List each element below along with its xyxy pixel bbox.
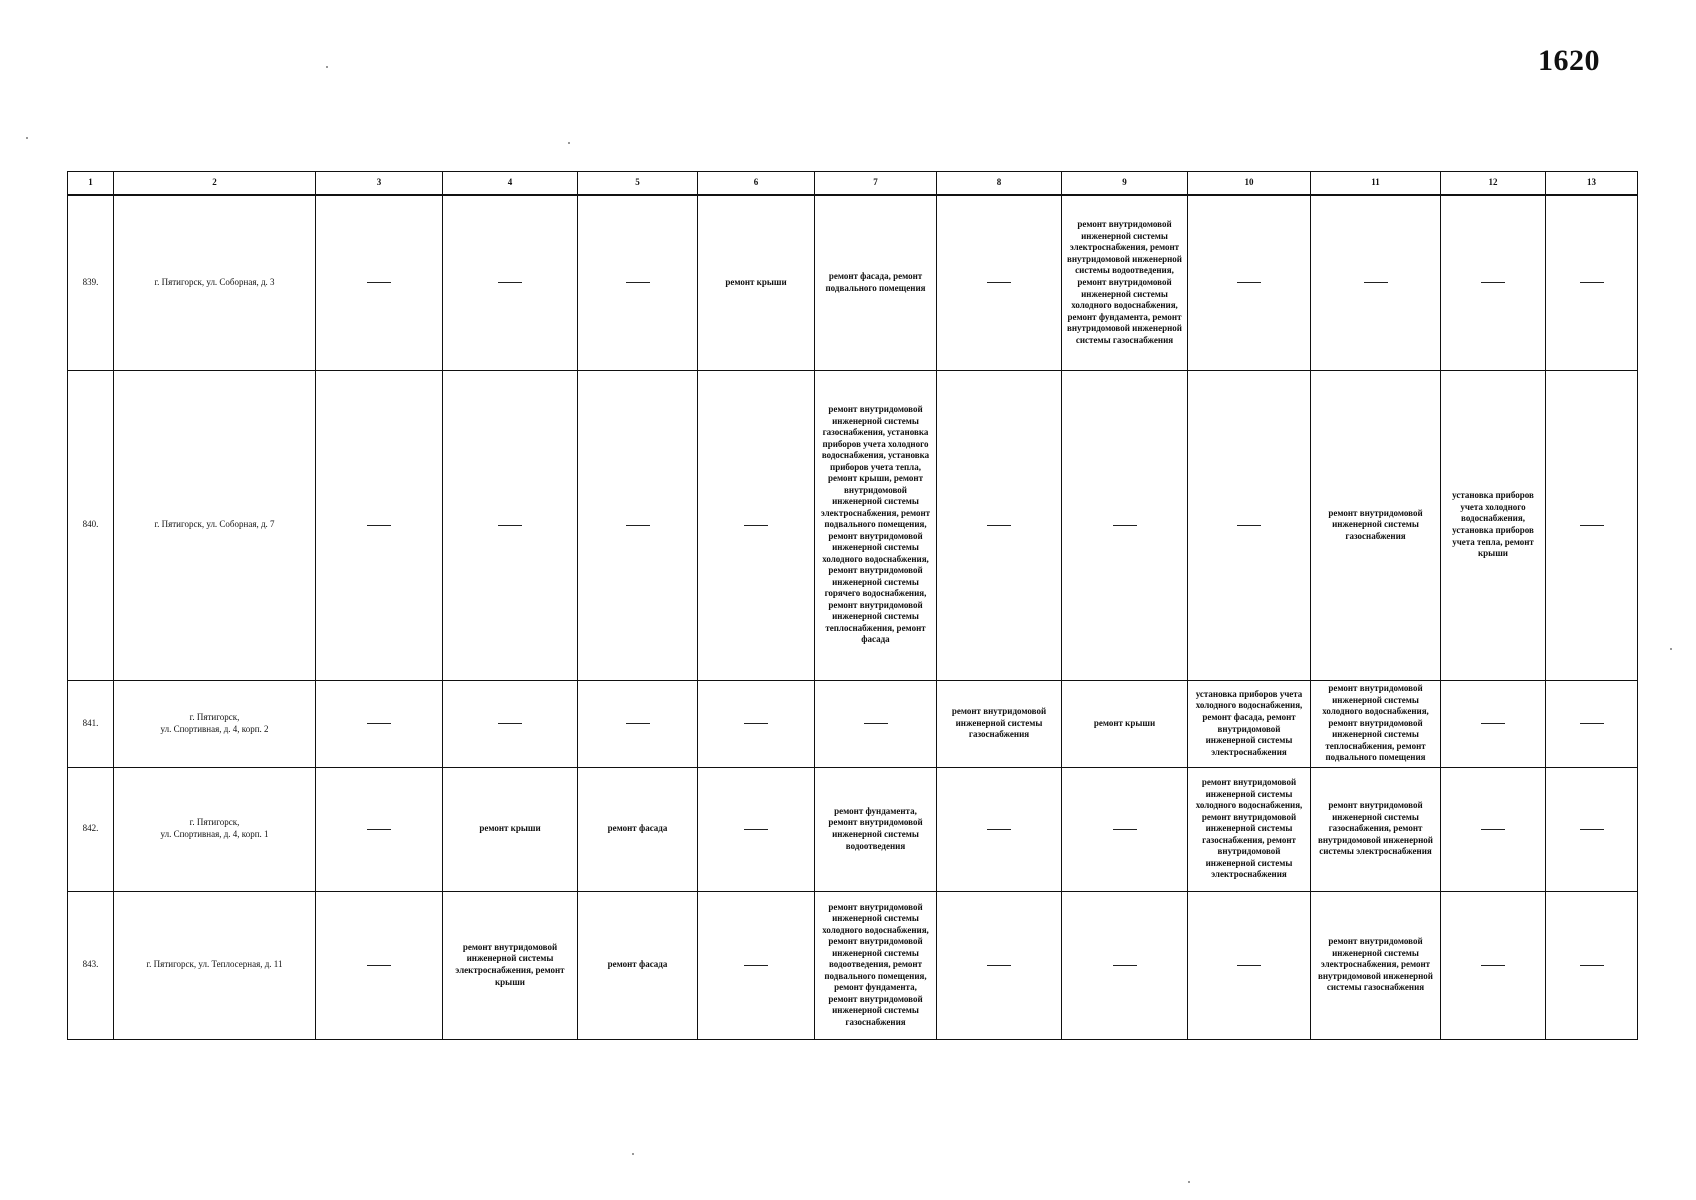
page-number: 1620: [1538, 44, 1600, 77]
column-header: 13: [1546, 172, 1638, 196]
empty-cell: [698, 680, 815, 767]
dash-mark: [987, 829, 1011, 830]
work-cell: установка приборов учета холодного водоснабжения, ремонт фасада, ремонт внутридомовой инженерной системы электроснабжения: [1188, 680, 1311, 767]
dash-mark: [1113, 829, 1137, 830]
dash-mark: [1113, 965, 1137, 966]
dash-mark: [987, 965, 1011, 966]
dash-mark: [744, 723, 768, 724]
address-cell: [114, 767, 316, 891]
empty-cell: [1062, 370, 1188, 680]
dash-mark: [626, 525, 650, 526]
empty-cell: [1546, 195, 1638, 370]
empty-cell: [578, 195, 698, 370]
empty-cell: [1062, 767, 1188, 891]
empty-cell: [316, 370, 443, 680]
column-header: 11: [1311, 172, 1441, 196]
column-header: 9: [1062, 172, 1188, 196]
dash-mark: [626, 282, 650, 283]
address-cell: г. Пятигорск, ул. Теплосерная, д. 11: [114, 891, 316, 1039]
work-cell: ремонт внутридомовой инженерной системы электроснабжения, ремонт внутридомовой инженерной системы водоотведения, ремонт внутридомовой инженерной системы холодного водоснабжения, ремонт фундамента, ремонт внутридомовой инженерной системы газоснабжения: [1062, 195, 1188, 370]
dash-mark: [1580, 723, 1604, 724]
address-line: ул. Спортивная, д. 4, корп. 2: [160, 723, 269, 734]
dash-mark: [744, 829, 768, 830]
dash-mark: [1580, 282, 1604, 283]
address-line: ул. Спортивная, д. 4, корп. 1: [160, 829, 269, 839]
dash-mark: [498, 282, 522, 283]
work-cell: ремонт внутридомовой инженерной системы электроснабжения, ремонт внутридомовой инженерной системы газоснабжения: [1311, 891, 1441, 1039]
row-number: 840.: [68, 370, 114, 680]
dash-mark: [1113, 525, 1137, 526]
dash-mark: [744, 525, 768, 526]
table-row: [68, 195, 1638, 370]
dash-mark: [367, 965, 391, 966]
empty-cell: [1441, 195, 1546, 370]
empty-cell: [578, 370, 698, 680]
dash-mark: [1580, 829, 1604, 830]
work-cell: ремонт внутридомовой инженерной системы газоснабжения: [937, 680, 1062, 767]
dash-mark: [1237, 965, 1261, 966]
work-cell: ремонт внутридомовой инженерной системы газоснабжения: [1311, 370, 1441, 680]
dash-mark: [367, 282, 391, 283]
column-header: 5: [578, 172, 698, 196]
table-row: [68, 767, 1638, 891]
table-row: [68, 891, 1638, 1039]
column-header: 10: [1188, 172, 1311, 196]
empty-cell: [1188, 195, 1311, 370]
empty-cell: [1546, 680, 1638, 767]
work-cell: ремонт крыши: [443, 767, 578, 891]
empty-cell: [937, 195, 1062, 370]
work-cell: ремонт внутридомовой инженерной системы холодного водоснабжения, ремонт внутридомовой инженерной системы водоотведения, ремонт подвального помещения, ремонт фундамента, ремонт внутридомовой инженерной системы газоснабжения: [815, 891, 937, 1039]
empty-cell: [1546, 370, 1638, 680]
work-cell: ремонт внутридомовой инженерной системы электроснабжения, ремонт крыши: [443, 891, 578, 1039]
empty-cell: [578, 680, 698, 767]
dash-mark: [498, 525, 522, 526]
empty-cell: [443, 370, 578, 680]
empty-cell: [698, 891, 815, 1039]
column-number-row: [68, 172, 1638, 196]
work-cell: ремонт внутридомовой инженерной системы холодного водоснабжения, ремонт внутридомовой инженерной системы газоснабжения, ремонт внутридомовой инженерной системы электроснабжения: [1188, 767, 1311, 891]
work-cell: ремонт внутридомовой инженерной системы газоснабжения, установка приборов учета холодного водоснабжения, установка приборов учета тепла, ремонт крыши, ремонт внутридомовой инженерной системы электроснабжения, ремонт подвального помещения, ремонт внутридомовой инженерной системы холодного водоснабжения, ремонт внутридомовой инженерной системы горячего водоснабжения, ремонт внутридомовой инженерной системы теплоснабжения, ремонт фасада: [815, 370, 937, 680]
scan-speck: [1188, 1181, 1190, 1183]
column-header: 7: [815, 172, 937, 196]
address-line: г. Пятигорск,: [189, 817, 240, 828]
empty-cell: [316, 680, 443, 767]
empty-cell: [316, 891, 443, 1039]
work-cell: ремонт внутридомовой инженерной системы холодного водоснабжения, ремонт внутридомовой инженерной системы теплоснабжения, ремонт подвального помещения: [1311, 680, 1441, 767]
work-cell: ремонт фасада, ремонт подвального помещения: [815, 195, 937, 370]
scan-speck: [26, 137, 28, 139]
repair-schedule-table: [67, 171, 1638, 1040]
work-cell: ремонт фасада: [578, 767, 698, 891]
empty-cell: [937, 891, 1062, 1039]
empty-cell: [1188, 891, 1311, 1039]
scan-speck: [568, 142, 570, 144]
empty-cell: [698, 767, 815, 891]
empty-cell: [1546, 891, 1638, 1039]
empty-cell: [316, 767, 443, 891]
dash-mark: [626, 723, 650, 724]
dash-mark: [367, 525, 391, 526]
table-row: [68, 370, 1638, 680]
column-header: 8: [937, 172, 1062, 196]
column-header: 4: [443, 172, 578, 196]
empty-cell: [937, 370, 1062, 680]
work-cell: ремонт крыши: [1062, 680, 1188, 767]
dash-mark: [367, 829, 391, 830]
dash-mark: [1481, 282, 1505, 283]
address-line: г. Пятигорск,: [189, 711, 240, 722]
work-cell: ремонт фундамента, ремонт внутридомовой инженерной системы водоотведения: [815, 767, 937, 891]
dash-mark: [864, 723, 888, 724]
dash-mark: [1364, 282, 1388, 283]
dash-mark: [1237, 282, 1261, 283]
empty-cell: [443, 195, 578, 370]
row-number: 843.: [68, 891, 114, 1039]
dash-mark: [367, 723, 391, 724]
dash-mark: [1481, 965, 1505, 966]
address-cell: г. Пятигорск, ул. Соборная, д. 3: [114, 195, 316, 370]
empty-cell: [316, 195, 443, 370]
dash-mark: [1580, 525, 1604, 526]
empty-cell: [443, 680, 578, 767]
scan-speck: [632, 1153, 634, 1155]
empty-cell: [815, 680, 937, 767]
empty-cell: [698, 370, 815, 680]
dash-mark: [987, 525, 1011, 526]
empty-cell: [1546, 767, 1638, 891]
work-cell: ремонт фасада: [578, 891, 698, 1039]
column-header: 6: [698, 172, 815, 196]
empty-cell: [1188, 370, 1311, 680]
row-number: 842.: [68, 767, 114, 891]
row-number: 839.: [68, 195, 114, 370]
dash-mark: [1481, 829, 1505, 830]
column-header: 1: [68, 172, 114, 196]
empty-cell: [937, 767, 1062, 891]
empty-cell: [1441, 767, 1546, 891]
scan-speck: [326, 66, 328, 68]
empty-cell: [1441, 891, 1546, 1039]
work-cell: ремонт внутридомовой инженерной системы газоснабжения, ремонт внутридомовой инженерной системы электроснабжения: [1311, 767, 1441, 891]
dash-mark: [1237, 525, 1261, 526]
table-row: [68, 680, 1638, 767]
column-header: 12: [1441, 172, 1546, 196]
dash-mark: [1481, 723, 1505, 724]
dash-mark: [498, 723, 522, 724]
empty-cell: [1062, 891, 1188, 1039]
work-cell: ремонт крыши: [698, 195, 815, 370]
dash-mark: [1580, 965, 1604, 966]
address-cell: [114, 680, 316, 767]
dash-mark: [744, 965, 768, 966]
address-cell: г. Пятигорск, ул. Соборная, д. 7: [114, 370, 316, 680]
work-cell: установка приборов учета холодного водоснабжения, установка приборов учета тепла, ремонт крыши: [1441, 370, 1546, 680]
empty-cell: [1441, 680, 1546, 767]
scan-speck: [1670, 648, 1672, 650]
row-number: 841.: [68, 680, 114, 767]
column-header: 2: [114, 172, 316, 196]
dash-mark: [987, 282, 1011, 283]
empty-cell: [1311, 195, 1441, 370]
column-header: 3: [316, 172, 443, 196]
